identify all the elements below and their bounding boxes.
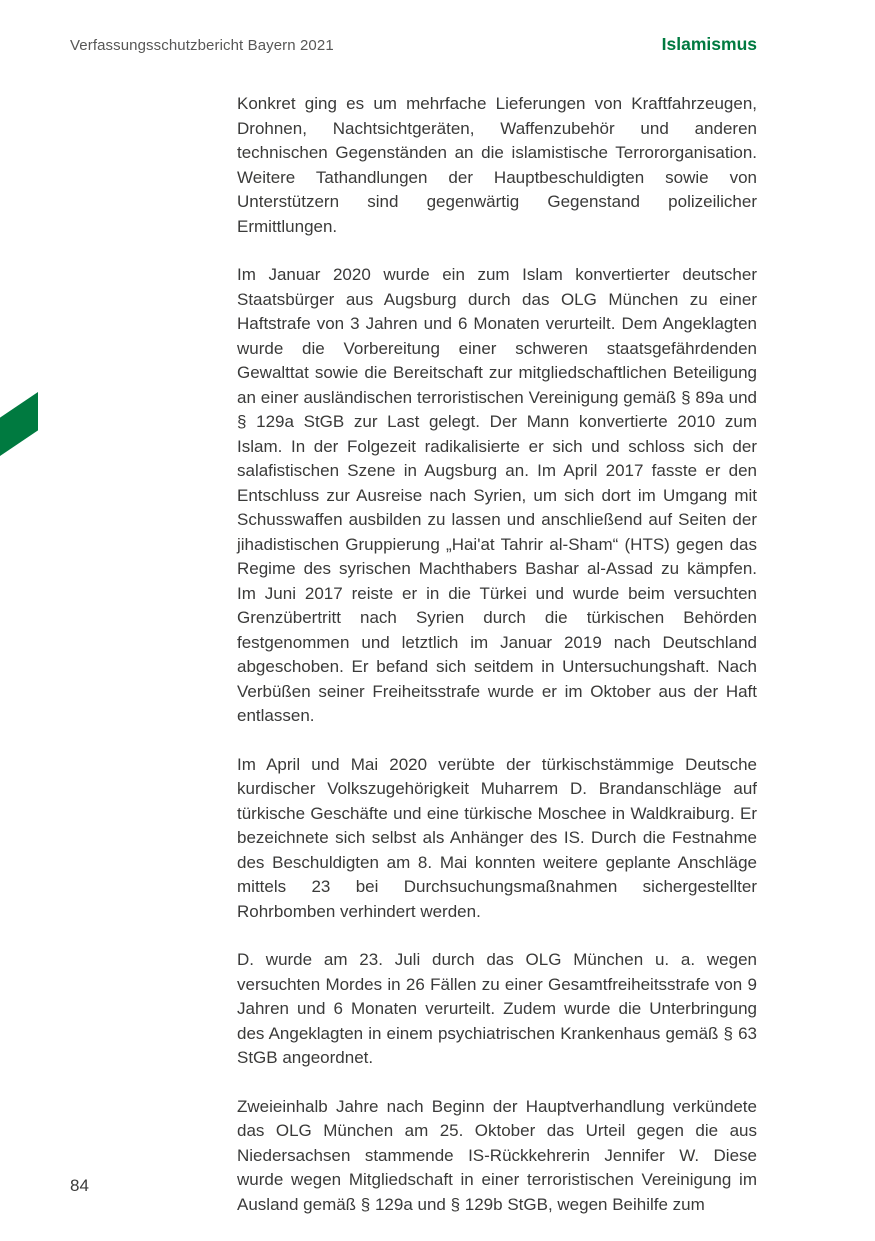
page-number: 84	[70, 1176, 89, 1195]
green-chapter-marker-icon	[0, 392, 38, 456]
chapter-title: Islamismus	[661, 34, 757, 54]
body-text-column	[237, 92, 757, 1241]
report-title: Verfassungsschutzbericht Bayern 2021	[70, 37, 334, 54]
paragraph: Konkret ging es um mehrfache Lieferungen von Kraftfahrzeugen, Drohnen, Nachtsichtgeräten, Waffenzubehör und anderen technischen Gegenständen an die islamistische Terrororganisation. Weitere Tathandlungen der Hauptbeschuldigten sowie von Unterstützern sind gegenwärtig Gegenstand polizeilicher Ermittlungen.	[237, 94, 757, 236]
page-header	[70, 34, 757, 55]
paragraph: D. wurde am 23. Juli durch das OLG München u. a. wegen versuchten Mordes in 26 Fällen zu einer Gesamtfreiheitsstrafe von 9 Jahren und 6 Monaten verurteilt. Zudem wurde die Unterbringung des Angeklagten in einem psychiatrischen Krankenhaus gemäß § 63 StGB angeordnet.	[237, 950, 757, 1067]
paragraph: Im Januar 2020 wurde ein zum Islam konvertierter deutscher Staatsbürger aus Augsburg durch das OLG München zu einer Haftstrafe von 3 Jahren und 6 Monaten verurteilt. Dem Angeklagten wurde die Vorbereitung einer schweren staatsgefährdenden Gewalttat sowie die Bereitschaft zur mitgliedschaftlichen Beteiligung an einer ausländischen terroristischen Vereinigung gemäß § 89a und § 129a StGB zur Last gelegt. Der Mann konvertierte 2010 zum Islam. In der Folgezeit radikalisierte er sich und schloss sich der salafistischen Szene in Augsburg an. Im April 2017 fasste er den Entschluss zur Ausreise nach Syrien, um sich dort im Umgang mit Schusswaffen ausbilden zu lassen und anschließend auf Seiten der jihadistischen Gruppierung „Hai'at Tahrir al-Sham“ (HTS) gegen das Regime des syrischen Machthabers Bashar al-Assad zu kämpfen. Im Juni 2017 reiste er in die Türkei und wurde beim versuchten Grenzübertritt nach Syrien durch die türkischen Behörden festgenommen und letztlich im Januar 2019 nach Deutschland abgeschoben. Er befand sich seitdem in Untersuchungshaft. Nach Verbüßen seiner Freiheitsstrafe wurde er im Oktober aus der Haft entlassen.	[237, 265, 757, 725]
paragraph: Zweieinhalb Jahre nach Beginn der Hauptverhandlung verkündete das OLG München am 25. Oktober das Urteil gegen die aus Niedersachsen stammende IS-Rückkehrerin Jennifer W. Diese wurde wegen Mitgliedschaft in einer terroristischen Vereinigung im Ausland gemäß § 129a und § 129b StGB, wegen Beihilfe zum	[237, 1096, 757, 1214]
paragraph: Im April und Mai 2020 verübte der türkischstämmige Deutsche kurdischer Volkszugehörigkeit Muharrem D. Brandanschläge auf türkische Geschäfte und eine türkische Moschee in Waldkraiburg. Er bezeichnete sich selbst als Anhänger des IS. Durch die Festnahme des Beschuldigten am 8. Mai konnten weitere geplante Anschläge mittels 23 bei Durchsuchungsmaßnahmen sichergestellter Rohrbomben verhindert werden.	[237, 754, 757, 921]
